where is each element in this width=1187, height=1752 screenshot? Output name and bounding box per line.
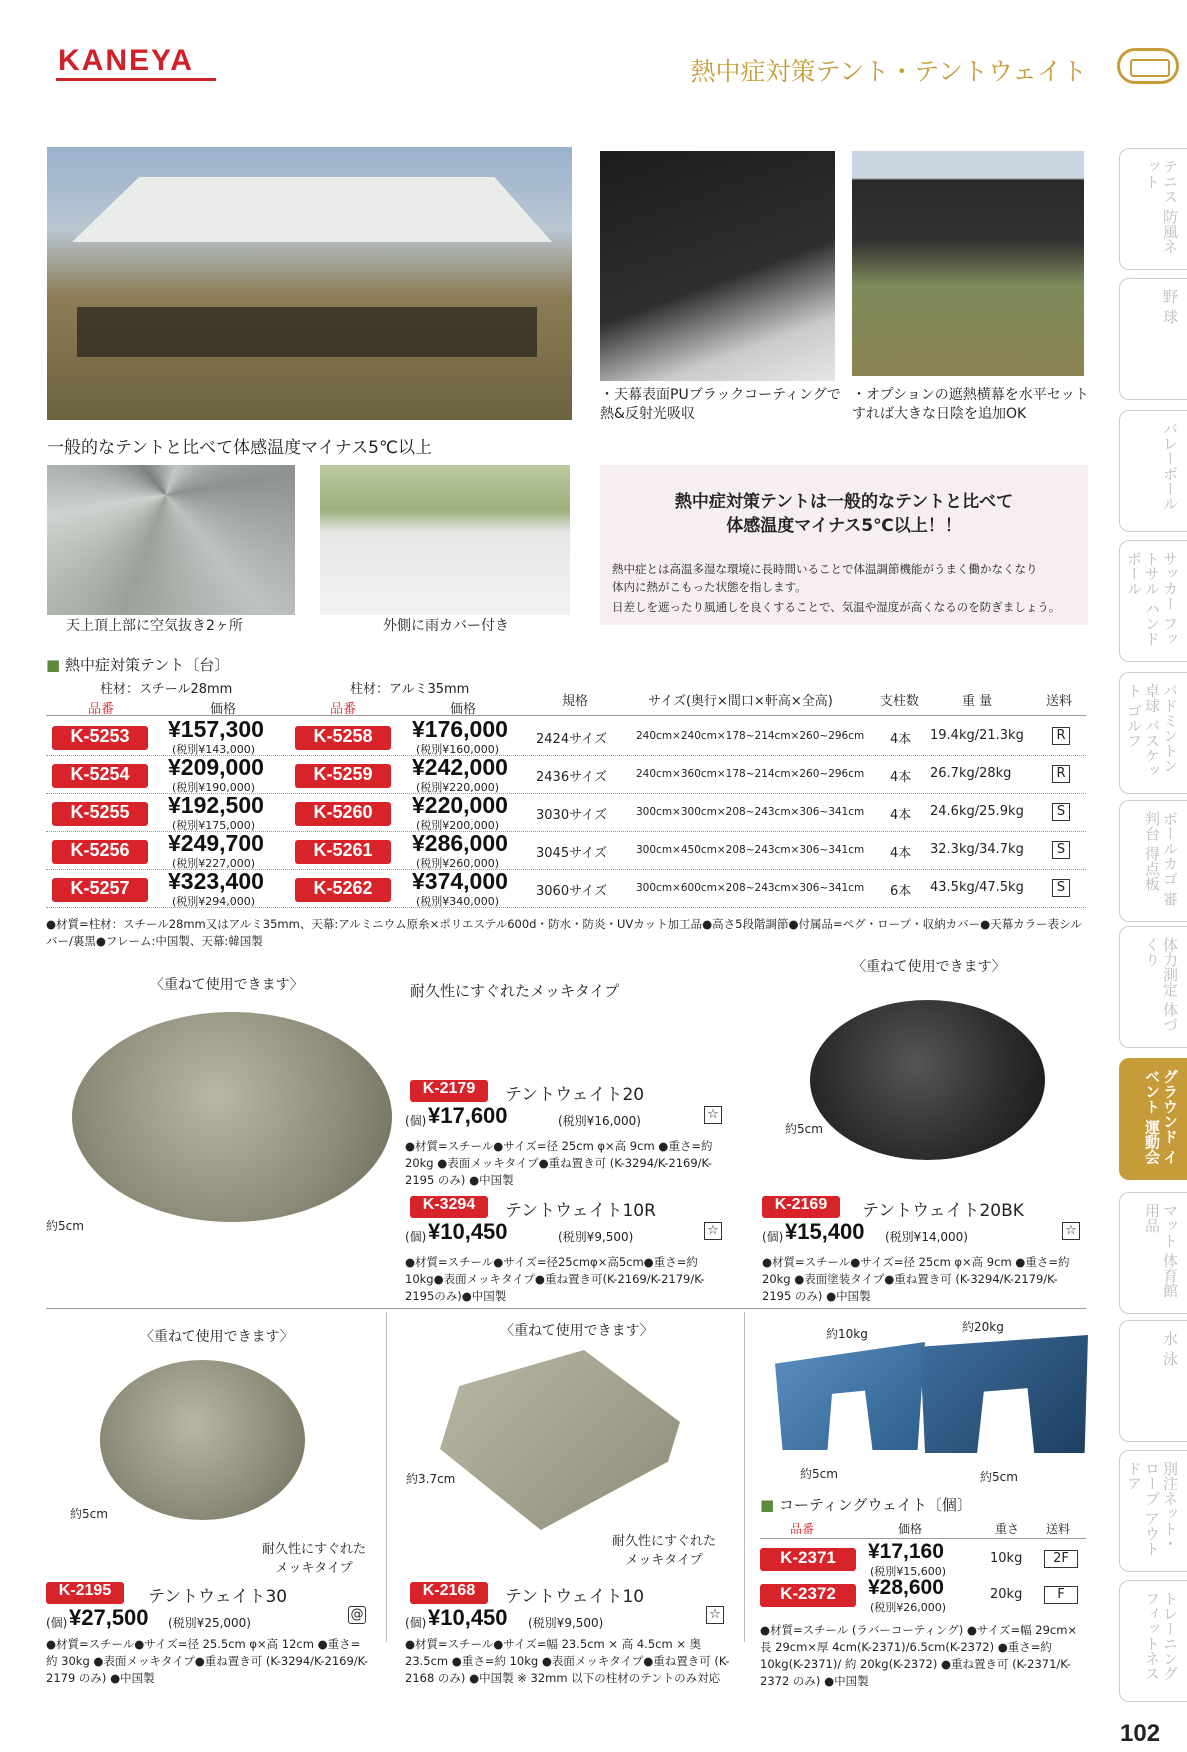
k2179-tax: (税別¥16,000) (558, 1114, 641, 1128)
coating-title-text: コーティングウェイト〔個〕 (778, 1496, 972, 1514)
page-number: 102 (1120, 1720, 1161, 1747)
k2179-code: K-2179 (410, 1080, 488, 1102)
tent-price-alu: ¥286,000 (412, 830, 508, 856)
tent-spec: 3060サイズ (536, 884, 608, 899)
promo-body-1: 熱中症とは高温多湿な環境に長時間いることで体温調節機能がうまく働かなくなり (612, 562, 1038, 576)
tent-size: 240cm×360cm×178~214cm×260~296cm (636, 768, 865, 780)
coating-top-rule (760, 1538, 1086, 1539)
coating-h-code: 品番 (790, 1522, 815, 1536)
coating-weight-10-image (775, 1342, 925, 1450)
sidebar-tab[interactable]: 別注ネット・ロープ アウトドア (1119, 1450, 1187, 1572)
coating-price: ¥17,160 (868, 1540, 944, 1563)
stack-label-20: 〈重ねて使用できます〉 (150, 977, 304, 993)
col-divider-2 (744, 1312, 745, 1642)
tent-tax-steel: (税別¥294,000) (172, 895, 256, 908)
tent-weight: 24.6kg/25.9kg (930, 804, 1024, 819)
k2168-unit: (個) (405, 1616, 427, 1630)
k2179-price: ¥17,600 (428, 1103, 508, 1128)
tent-code-alu: K-5262 (295, 878, 391, 902)
k2168-name: テントウェイト10 (505, 1587, 645, 1607)
coating-ship-icon: F (1044, 1586, 1078, 1604)
tent-ship-icon: S (1052, 803, 1070, 821)
tent-size: 300cm×300cm×208~243cm×306~341cm (636, 806, 865, 818)
k2169-price: ¥15,400 (785, 1219, 865, 1244)
stack-label-10: 〈重ねて使用できます〉 (500, 1323, 654, 1339)
header-code-2: 品番 (330, 702, 357, 717)
k2168-tax: (税別¥9,500) (528, 1616, 604, 1630)
promo-body-3: 日差しを遮ったり風通しを良くすることで、気温や湿度が高くなるのを防ぎましょう。 (612, 600, 1061, 614)
coating-w10: 約10kg (826, 1327, 868, 1341)
tent-tax-alu: (税別¥260,000) (416, 857, 500, 870)
sidebar-tab[interactable]: ボールカゴ 審判台 得点板 (1119, 800, 1187, 922)
k2169-note: ●材質=スチール●サイズ=径 25cm φ×高 9cm ●重さ=約 20kg ●表面塗装タイプ●重ね置き可 (K-3294/K-2179/K-2195 のみ) ●中国製 (762, 1255, 1070, 1303)
tent-note: ●材質=柱材：スチール28mm又はアルミ35mm、天幕:アルミニウム原糸×ポリエステル600d・防水・防炎・UVカット加工品●高さ5段階調節●付属品=ペグ・ロープ・収納カバー●天幕カラー表シルバー/裏黒●フレーム:中国製、天幕:韓国製 (46, 917, 1082, 948)
k2195-tax: (税別¥25,000) (168, 1616, 251, 1630)
tent-code-steel: K-5253 (52, 726, 148, 750)
tent-ship-icon: R (1052, 765, 1070, 783)
sidebar-tab[interactable]: マット 体育館用品 (1119, 1192, 1187, 1314)
weights-divider (46, 1308, 1086, 1309)
coating-tax: (税別¥26,000) (870, 1601, 947, 1614)
coating-w20: 約20kg (962, 1320, 1004, 1334)
tent-size: 300cm×600cm×208~243cm×306~341cm (636, 882, 865, 894)
k2168-code: K-2168 (410, 1582, 488, 1604)
k2195-name: テントウェイト30 (148, 1587, 288, 1607)
tent-shadow (77, 307, 537, 357)
tent-code-steel: K-5254 (52, 764, 148, 788)
header-spec: 規格 (562, 694, 589, 709)
tent-posts: 4本 (890, 732, 912, 747)
k3294-name: テントウェイト10R (505, 1201, 656, 1221)
tent-tax-alu: (税別¥160,000) (416, 743, 500, 756)
rain-cover-photo (320, 465, 570, 615)
kaneya-logo: KANEYA (58, 44, 194, 77)
coating-h-ship: 送料 (1046, 1522, 1071, 1536)
k2169-name: テントウェイト20BK (862, 1201, 1024, 1221)
k2179-unit: (個) (405, 1114, 427, 1128)
coating-title: ■ コーティングウェイト〔個〕 (760, 1496, 972, 1514)
k2169-code: K-2169 (762, 1196, 840, 1218)
tent-code-steel: K-5256 (52, 840, 148, 864)
frame-steel: 柱材：スチール28mm (100, 682, 233, 697)
coating-tax: (税別¥15,600) (870, 1565, 947, 1578)
k3294-ship-star-icon: ☆ (704, 1222, 722, 1240)
option-caption: ・オプションの遮熱横幕を水平セット すれば大きな日陰を追加OK (852, 387, 1089, 422)
tent-posts: 6本 (890, 884, 912, 899)
k2169-tax: (税別¥14,000) (885, 1230, 968, 1244)
coating-price: ¥28,600 (868, 1576, 944, 1599)
tent-price-steel: ¥192,500 (168, 792, 264, 818)
tent-posts: 4本 (890, 808, 912, 823)
tent-weight-10-image (440, 1350, 680, 1530)
pu-caption: ・天幕表面PUブラックコーティングで 熱&反射光吸収 (600, 387, 841, 422)
height-label-5cm-bk: 約5cm (785, 1122, 823, 1136)
k2179-ship-star-icon: ☆ (704, 1106, 722, 1124)
promo-headline-1: 熱中症対策テントは一般的なテントと比べて (674, 492, 1014, 512)
sidebar-tab[interactable]: トレーニング フィットネス (1119, 1580, 1187, 1702)
durable-label: 耐久性にすぐれたメッキタイプ (410, 982, 620, 1000)
page-title: 熱中症対策テント・テントウェイト (690, 57, 1087, 86)
header-size: サイズ(奥行×間口×軒高×全高) (648, 694, 833, 709)
sidebar-tab[interactable]: 水 泳 (1119, 1320, 1187, 1442)
k2168-note: ●材質=スチール●サイズ=幅 23.5cm × 高 4.5cm × 奥 23.5cm ●重さ=約 10kg ●表面メッキタイプ●重ね置き可 (K-2168 のみ) ●中国製 ※ 32mm 以下の柱材のテントのみ対応 (405, 1637, 730, 1685)
vent-photo (47, 465, 295, 615)
court-icon (1117, 48, 1179, 84)
height-label-5cm: 約5cm (46, 1219, 84, 1233)
k3294-note: ●材質=スチール●サイズ=径25cmφ×高5cm●重さ=約10kg●表面メッキタイプ●重ね置き可(K-2169/K-2179/K-2195のみ)●中国製 (405, 1255, 705, 1303)
durable-label-30: 耐久性にすぐれた メッキタイプ (262, 1542, 367, 1576)
header-ship: 送料 (1046, 694, 1073, 709)
coating-code: K-2371 (760, 1548, 856, 1571)
sidebar-tab[interactable]: グラウンド イベント 運動会 (1119, 1058, 1187, 1180)
k2168-price: ¥10,450 (428, 1605, 508, 1630)
tent-price-alu: ¥176,000 (412, 716, 508, 742)
sidebar-tab[interactable]: バレーボール (1119, 410, 1187, 532)
coating-height-2: 約5cm (980, 1470, 1018, 1484)
tent-weight: 43.5kg/47.5kg (930, 880, 1024, 895)
tent-price-alu: ¥242,000 (412, 754, 508, 780)
tent-canopy (72, 177, 552, 242)
k2168-ship-star-icon: ☆ (706, 1606, 724, 1624)
tent-price-alu: ¥220,000 (412, 792, 508, 818)
tent-price-steel: ¥209,000 (168, 754, 264, 780)
coating-note: ●材質=スチール (ラバーコーティング) ●サイズ=幅 29cm×長 29cm×厚 4cm(K-2371)/6.5cm(K-2372) ●重さ=約 10kg(K-2371)/ 約 20kg(K-2372) ●重ね置き可 (K-2371/K-2372 のみ) ●中国製 (760, 1623, 1078, 1688)
tent-posts: 4本 (890, 770, 912, 785)
k2195-note: ●材質=スチール●サイズ=径 25.5cm φ×高 12cm ●重さ=約 30kg ●表面メッキタイプ●重ね置き可 (K-3294/K-2169/K-2179 のみ) ●中国製 (46, 1637, 369, 1685)
tent-spec: 2436サイズ (536, 770, 608, 785)
tent-code-steel: K-5255 (52, 802, 148, 826)
promo-body-2: 体内に熱がこもった状態を指します。 (612, 580, 807, 594)
col-divider-1 (386, 1312, 387, 1642)
k2169-ship-star-icon: ☆ (1062, 1222, 1080, 1240)
coating-h-price: 価格 (898, 1522, 923, 1536)
durable-label-10: 耐久性にすぐれた メッキタイプ (612, 1534, 717, 1568)
tent-weight: 32.3kg/34.7kg (930, 842, 1024, 857)
tent-weight-20bk-image (810, 1000, 1045, 1160)
tent-table-title: ■ 熱中症対策テント〔台〕 (46, 656, 230, 674)
sidebar-tab[interactable]: 体力測定 体づくり (1119, 926, 1187, 1048)
minus5-caption: 一般的なテントと比べて体感温度マイナス5℃以上 (47, 438, 433, 458)
tent-weight-30-image (100, 1360, 305, 1520)
frame-alu: 柱材：アルミ35mm (350, 682, 470, 697)
coating-weight-20-image (920, 1335, 1088, 1453)
sidebar-tab[interactable]: サッカー フットサル ハンドボール (1119, 540, 1187, 662)
k2195-unit: (個) (46, 1616, 68, 1630)
tent-size: 300cm×450cm×208~243cm×306~341cm (636, 844, 865, 856)
header-code-1: 品番 (88, 702, 115, 717)
tent-weight: 26.7kg/28kg (930, 766, 1012, 781)
pu-coating-photo (600, 151, 835, 381)
sidebar-tab[interactable]: バドミントン 卓球 バスケット ゴルフ (1119, 672, 1187, 794)
k2179-name: テントウェイト20 (505, 1085, 645, 1105)
k2169-unit: (個) (762, 1230, 784, 1244)
tent-row-rule (46, 907, 1086, 908)
tent-spec: 2424サイズ (536, 732, 608, 747)
tent-price-alu: ¥374,000 (412, 868, 508, 894)
k3294-unit: (個) (405, 1230, 427, 1244)
tent-price-steel: ¥157,300 (168, 716, 264, 742)
tent-code-alu: K-5260 (295, 802, 391, 826)
coating-weight: 10kg (990, 1551, 1023, 1566)
tent-price-steel: ¥323,400 (168, 868, 264, 894)
rain-caption: 外側に雨カバー付き (383, 618, 509, 634)
coating-weight: 20kg (990, 1587, 1023, 1602)
height-label-5cm-30: 約5cm (70, 1507, 108, 1521)
tent-code-alu: K-5258 (295, 726, 391, 750)
logo-underline (56, 78, 216, 81)
k2195-ship-at-icon: @ (348, 1606, 366, 1624)
tent-ship-icon: S (1052, 879, 1070, 897)
tent-tax-steel: (税別¥175,000) (172, 819, 256, 832)
option-curtain-photo (852, 151, 1084, 376)
tent-ship-icon: S (1052, 841, 1070, 859)
tent-spec: 3030サイズ (536, 808, 608, 823)
k2179-note: ●材質=スチール●サイズ=径 25cm φ×高 9cm ●重さ=約 20kg ●表面メッキタイプ●重ね置き可 (K-3294/K-2169/K-2195 のみ) ●中国製 (405, 1139, 713, 1187)
sidebar-tab[interactable]: テニス 防風ネット (1119, 148, 1187, 270)
stack-label-30: 〈重ねて使用できます〉 (140, 1329, 294, 1345)
vent-caption: 天上頂上部に空気抜き2ヶ所 (66, 618, 243, 634)
promo-box (600, 465, 1088, 625)
coating-height-1: 約5cm (800, 1467, 838, 1481)
tent-ship-icon: R (1052, 727, 1070, 745)
promo-headline-2: 体感温度マイナス5℃以上！！ (726, 516, 962, 536)
tent-weight: 19.4kg/21.3kg (930, 728, 1024, 743)
tent-tax-steel: (税別¥227,000) (172, 857, 256, 870)
header-posts: 支柱数 (880, 694, 920, 709)
tent-code-alu: K-5259 (295, 764, 391, 788)
tent-tax-steel: (税別¥143,000) (172, 743, 256, 756)
sidebar-tab[interactable]: 野 球 (1119, 278, 1187, 400)
tent-table-title-text: 熱中症対策テント〔台〕 (64, 656, 230, 674)
coating-code: K-2372 (760, 1584, 856, 1607)
tent-tax-alu: (税別¥340,000) (416, 895, 500, 908)
header-price-2: 価格 (450, 702, 477, 717)
height-label-3-7cm: 約3.7cm (406, 1472, 456, 1486)
tent-spec: 3045サイズ (536, 846, 608, 861)
coating-ship-icon: 2F (1044, 1550, 1078, 1568)
tent-tax-steel: (税別¥190,000) (172, 781, 256, 794)
tent-size: 240cm×240cm×178~214cm×260~296cm (636, 730, 865, 742)
coating-h-weight: 重さ (995, 1522, 1020, 1536)
k3294-price: ¥10,450 (428, 1219, 508, 1244)
tent-photo-main (47, 147, 572, 420)
k3294-code: K-3294 (410, 1196, 488, 1218)
tent-code-alu: K-5261 (295, 840, 391, 864)
tent-posts: 4本 (890, 846, 912, 861)
k3294-tax: (税別¥9,500) (558, 1230, 634, 1244)
k2195-price: ¥27,500 (69, 1605, 149, 1630)
tent-tax-alu: (税別¥200,000) (416, 819, 500, 832)
header-weight: 重 量 (962, 694, 993, 709)
tent-code-steel: K-5257 (52, 878, 148, 902)
tent-tax-alu: (税別¥220,000) (416, 781, 500, 794)
stack-label-20bk: 〈重ねて使用できます〉 (852, 959, 1006, 975)
tent-weight-20-image (72, 1012, 392, 1222)
k2195-code: K-2195 (46, 1582, 124, 1604)
tent-price-steel: ¥249,700 (168, 830, 264, 856)
header-price-1: 価格 (210, 702, 237, 717)
